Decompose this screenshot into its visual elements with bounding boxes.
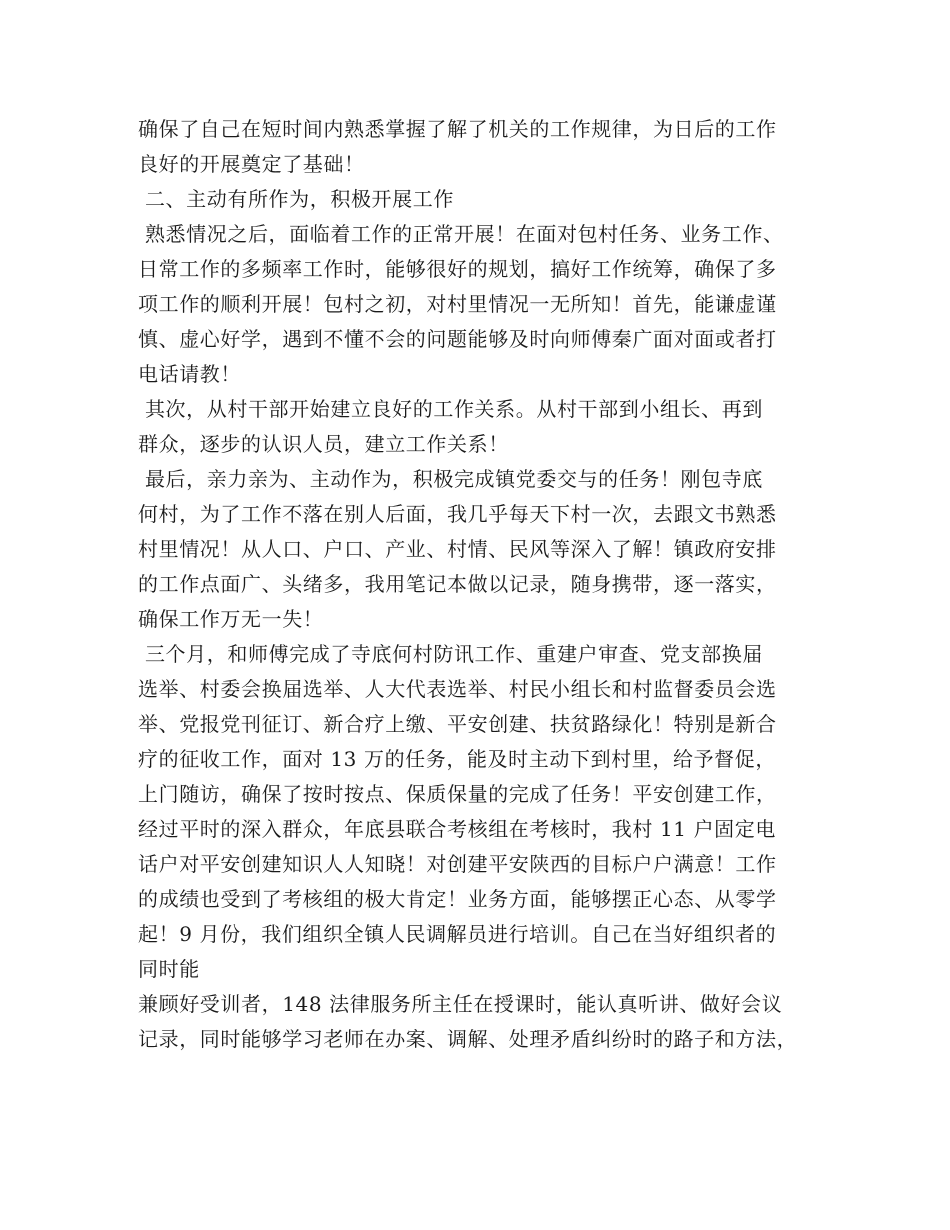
- text-line: 项工作的顺利开展！包村之初，对村里情况一无所知！首先，能谦虚谨: [138, 292, 777, 316]
- text-line: 三个月，和师傅完成了寺底何村防讯工作、重建户审查、党支部换届: [138, 642, 763, 666]
- text-line: 其次，从村干部开始建立良好的工作关系。从村干部到小组长、再到: [138, 397, 763, 421]
- text-line: 经过平时的深入群众，年底县联合考核组在考核时，我村 11 户固定电: [138, 817, 776, 841]
- text-line: 记录，同时能够学习老师在办案、调解、处理矛盾纠纷时的路子和方法，: [138, 1027, 798, 1051]
- text-line: 话户对平安创建知识人人知晓！对创建平安陕西的目标户户满意！工作: [138, 852, 777, 876]
- text-line: 确保了自己在短时间内熟悉掌握了解了机关的工作规律，为日后的工作: [138, 117, 777, 141]
- text-line: 日常工作的多频率工作时，能够很好的规划，搞好工作统筹，确保了多: [138, 257, 777, 281]
- text-line: 确保工作万无一失！: [138, 607, 324, 631]
- text-line: 兼顾好受训者，148 法律服务所主任在授课时，能认真听讲、做好会议: [138, 992, 783, 1016]
- text-line: 同时能: [138, 957, 200, 981]
- text-line: 选举、村委会换届选举、人大代表选举、村民小组长和村监督委员会选: [138, 677, 777, 701]
- text-line: 疗的征收工作，面对 13 万的任务，能及时主动下到村里，给予督促，: [138, 747, 776, 771]
- text-line: 上门随访，确保了按时按点、保质保量的完成了任务！平安创建工作，: [138, 782, 777, 806]
- text-line: 电话请教！: [138, 362, 241, 386]
- text-line: 熟悉情况之后，面临着工作的正常开展！在面对包村任务、业务工作、: [138, 222, 784, 246]
- text-line: 群众，逐步的认识人员，建立工作关系！: [138, 432, 509, 456]
- text-line: 的工作点面广、头绪多，我用笔记本做以记录，随身携带，逐一落实，: [138, 572, 777, 596]
- text-line: 何村，为了工作不落在别人后面，我几乎每天下村一次，去跟文书熟悉: [138, 502, 777, 526]
- text-line: 最后，亲力亲为、主动作为，积极完成镇党委交与的任务！刚包寺底: [138, 467, 763, 491]
- text-line: 慎、虚心好学，遇到不懂不会的问题能够及时向师傅秦广面对面或者打: [138, 327, 777, 351]
- text-line: 村里情况！从人口、户口、产业、村情、民风等深入了解！镇政府安排: [138, 537, 777, 561]
- text-line: 良好的开展奠定了基础！: [138, 152, 365, 176]
- document-body: [138, 112, 828, 1057]
- text-line: 起！9 月份，我们组织全镇人民调解员进行培训。自己在当好组织者的: [138, 922, 777, 946]
- section-heading: 二、主动有所作为，积极开展工作: [138, 187, 454, 211]
- text-line: 的成绩也受到了考核组的极大肯定！业务方面，能够摆正心态、从零学: [138, 887, 777, 911]
- text-line: 举、党报党刊征订、新合疗上缴、平安创建、扶贫路绿化！特别是新合: [138, 712, 777, 736]
